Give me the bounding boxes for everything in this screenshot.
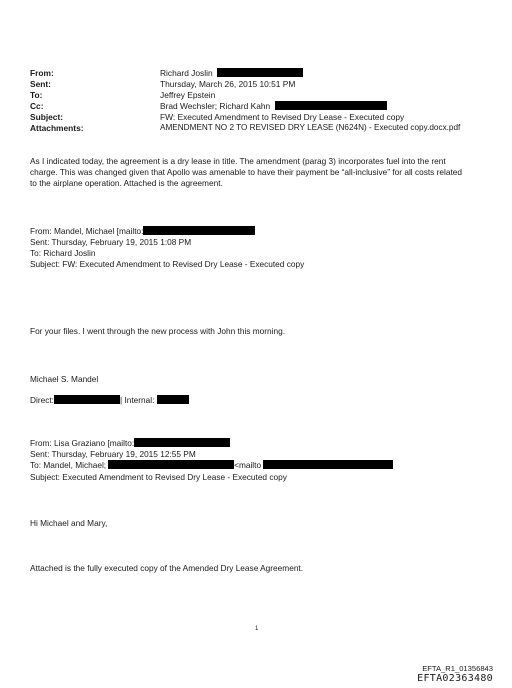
redaction-box bbox=[143, 226, 255, 235]
signature-name: Michael S. Mandel bbox=[30, 374, 99, 384]
body-line: to the airplane operation. Attached is the agreement. bbox=[30, 178, 223, 188]
forward-to-mailto: <mailto bbox=[234, 460, 262, 470]
internal-label: | Internal: bbox=[119, 395, 155, 405]
to-value: Jeffrey Epstein bbox=[160, 90, 216, 100]
to-label: To: bbox=[30, 90, 43, 100]
forward-to: To: Richard Joslin bbox=[30, 248, 96, 258]
redaction-box bbox=[108, 460, 234, 469]
forward-sent: Sent: Thursday, February 19, 2015 1:08 PM bbox=[30, 237, 192, 247]
forward-from bbox=[30, 226, 255, 236]
page-number: 1 bbox=[255, 626, 259, 632]
forward-to bbox=[30, 460, 393, 470]
document-bates-id: EFTA02363480 bbox=[417, 673, 493, 684]
from-value bbox=[160, 68, 303, 78]
sent-label: Sent: bbox=[30, 79, 51, 89]
document-id: EFTA_R1_01356843 bbox=[422, 664, 493, 673]
forward-sent: Sent: Thursday, February 19, 2015 12:55 PM bbox=[30, 449, 196, 459]
forward-from-text: From: Lisa Graziano [mailto: bbox=[30, 438, 135, 448]
redaction-box bbox=[157, 395, 189, 404]
body-line: Attached is the fully executed copy of the Amended Dry Lease Agreement. bbox=[30, 563, 304, 573]
signature-contact bbox=[30, 395, 189, 405]
body-line: For your files. I went through the new process with John this morning. bbox=[30, 326, 286, 336]
greeting: Hi Michael and Mary, bbox=[30, 518, 108, 528]
redaction-box bbox=[263, 460, 393, 469]
forward-to-text: To: Mandel, Michael; bbox=[30, 460, 107, 470]
direct-label: Direct: bbox=[30, 395, 54, 405]
from-label: From: bbox=[30, 68, 54, 78]
forward-subject: Subject: FW: Executed Amendment to Revised Dry Lease - Executed copy bbox=[30, 259, 305, 269]
from-name: Richard Joslin bbox=[160, 68, 213, 78]
cc-names: Brad Wechsler; Richard Kahn bbox=[160, 101, 271, 111]
cc-value bbox=[160, 101, 387, 111]
subject-label: Subject: bbox=[30, 112, 64, 122]
subject-value: FW: Executed Amendment to Revised Dry Lease - Executed copy bbox=[160, 112, 405, 122]
forward-from bbox=[30, 438, 230, 448]
redaction-box bbox=[134, 438, 230, 447]
cc-label: Cc: bbox=[30, 101, 44, 111]
body-line: charge. This was changed given that Apollo was amenable to have their payment be “all-inclusive” for all costs related bbox=[30, 167, 462, 177]
forward-from-text: From: Mandel, Michael [mailto: bbox=[30, 226, 144, 236]
sent-value: Thursday, March 26, 2015 10:51 PM bbox=[160, 79, 296, 89]
body-line: As I indicated today, the agreement is a dry lease in title. The amendment (parag 3) incorporates fuel into the rent bbox=[30, 156, 446, 166]
redaction-box bbox=[275, 101, 387, 110]
redaction-box bbox=[54, 395, 120, 404]
redaction-box bbox=[217, 68, 303, 77]
forward-subject: Subject: Executed Amendment to Revised Dry Lease - Executed copy bbox=[30, 472, 287, 482]
attachment-link[interactable]: AMENDMENT NO 2 TO REVISED DRY LEASE (N624N) - Executed copy.docx.pdf bbox=[160, 123, 461, 132]
attachments-label: Attachments: bbox=[30, 123, 84, 133]
